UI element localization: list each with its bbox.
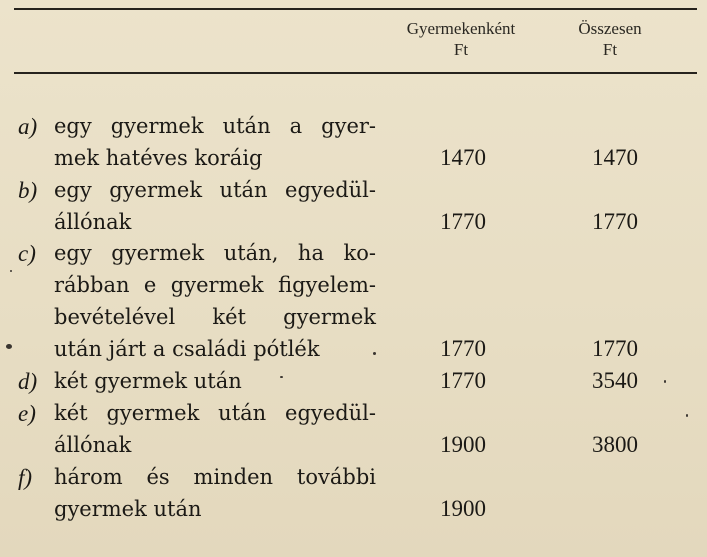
total-label: Összesen — [578, 19, 642, 38]
print-speck — [686, 414, 688, 417]
description-line: gyermek után — [54, 497, 202, 521]
column-header-per-child — [375, 18, 547, 60]
print-speck — [664, 380, 666, 383]
description-line: után járt a családi pótlék — [54, 337, 320, 361]
per-child-amount: 1470 — [440, 145, 486, 170]
per-child-amount: 1770 — [440, 368, 486, 393]
total-amount: 1770 — [592, 209, 638, 234]
row-letter: b) — [18, 178, 38, 203]
description-line: két gyermek után — [54, 369, 242, 393]
row-letter: d) — [18, 369, 38, 394]
per-child-amount: 1900 — [440, 432, 486, 457]
row-description — [54, 461, 376, 525]
row-letter: a) — [18, 114, 38, 139]
print-speck — [280, 376, 283, 378]
description-line: rábban e gyermek figyelem- — [54, 273, 376, 297]
row-description — [54, 397, 376, 461]
description-line: állónak — [54, 210, 132, 234]
column-header-total — [554, 18, 666, 60]
description-line: egy gyermek után, ha ko- — [54, 241, 376, 265]
per-child-amount: 1900 — [440, 496, 486, 521]
row-description — [54, 365, 376, 397]
description-line: egy gyermek után egyedül- — [54, 178, 376, 202]
print-speck — [373, 352, 376, 355]
total-amount: 3540 — [592, 368, 638, 393]
row-description — [54, 110, 376, 174]
top-rule — [14, 8, 697, 10]
total-amount: 1770 — [592, 336, 638, 361]
description-line: állónak — [54, 433, 132, 457]
per-child-unit: Ft — [453, 40, 469, 59]
per-child-amount: 1770 — [440, 209, 486, 234]
per-child-label: Gyermekenként — [406, 19, 516, 38]
row-letter: c) — [18, 241, 36, 266]
per-child-amount: 1770 — [440, 336, 486, 361]
row-letter: f) — [18, 465, 33, 490]
row-letter: e) — [18, 401, 36, 426]
header-rule — [14, 72, 697, 74]
row-description — [54, 237, 376, 365]
row-description — [54, 174, 376, 238]
description-line: egy gyermek után a gyer- — [54, 114, 376, 138]
total-unit: Ft — [602, 40, 618, 59]
description-line: két gyermek után egyedül- — [54, 401, 376, 425]
total-amount: 3800 — [592, 432, 638, 457]
description-line: bevételével két gyermek — [54, 305, 376, 329]
total-amount: 1470 — [592, 145, 638, 170]
description-line: három és minden további — [54, 465, 376, 489]
print-speck — [10, 270, 12, 272]
print-speck — [6, 344, 12, 349]
description-line: mek hatéves koráig — [54, 146, 263, 170]
